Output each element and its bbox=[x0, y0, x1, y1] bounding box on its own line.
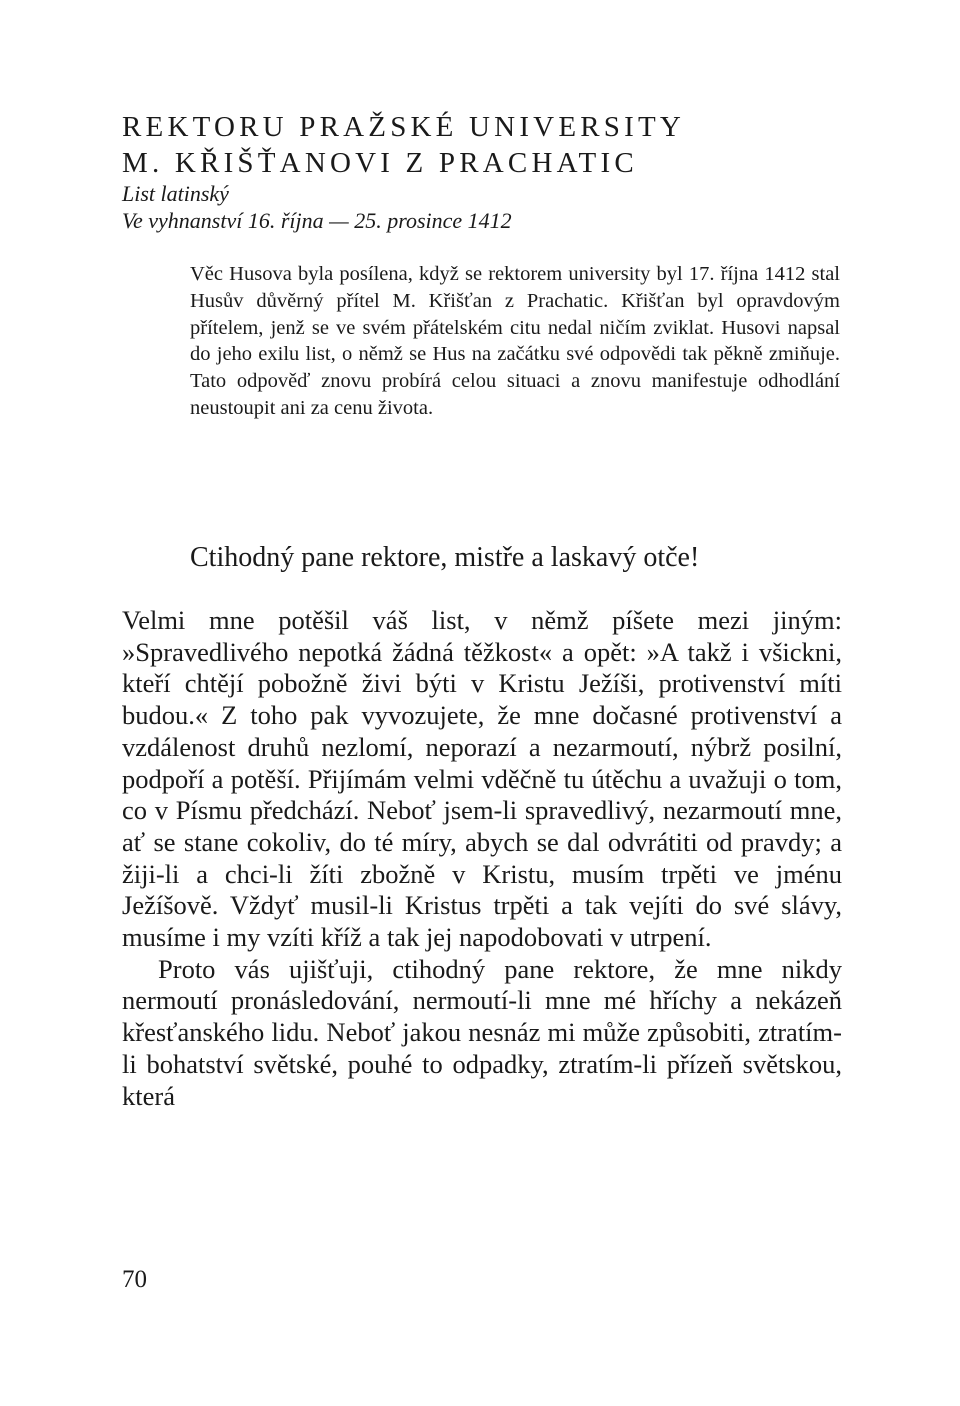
letter-type: List latinský bbox=[122, 181, 229, 206]
intro-paragraph: Věc Husova byla posílena, když se rektorem university byl 17. října 1412 stal Husův důvěrný přítel M. Křišťan z Prachatic. Křišťan byl opravdovým přítelem, jenž se ve svém přátelském citu nedal ničím zviklat. Husovi napsal do jeho exilu list, o němž se Hus na začátku své odpovědi tak pěkně zmiňuje. Tato odpověď znovu probírá celou situaci a znovu manifestuje odhodlání neustoupit ani za cenu života. bbox=[190, 263, 840, 419]
page-number: 70 bbox=[122, 1266, 147, 1293]
salutation: Ctihodný pane rektore, mistře a laskavý otče! bbox=[190, 542, 700, 573]
letter-date-place: Ve vyhnanství 16. října — 25. prosince 1412 bbox=[122, 208, 512, 233]
intro-note bbox=[190, 261, 840, 422]
heading-line-2: M. KŘIŠŤANOVI Z PRACHATIC bbox=[122, 147, 638, 179]
body-paragraph-2: Proto vás ujišťuji, ctihodný pane rektore, že mne nikdy nermoutí pronásledování, nermoutí-li mne mé hříchy a nekázeň křesťanského lidu. Neboť jakou nesnáz mi může způsobiti, ztratím-li bohatství světské, pouhé to odpadky, ztratím-li přízeň světskou, která bbox=[122, 953, 842, 1111]
heading-line-1: REKTORU PRAŽSKÉ UNIVERSITY bbox=[122, 111, 686, 143]
body-paragraph-1: Velmi mne potěšil váš list, v němž píšete mezi jiným: »Spravedlivého nepotká žádná těžkost« a opět: »A takž i všickni, kteří chtějí pobožně živi býti v Kristu Ježíši, protivenství míti budou.« Z toho pak vyvozujete, že mne dočasné protivenství a vzdálenost druhů nezlomí, neporazí a nezarmoutí, nýbrž posilní, podpoří a potěší. Přijímám velmi vděčně tu útěchu a uvažuji o tom, co v Písmu předchází. Neboť jsem-li spravedlivý, nezarmoutí mne, ať se stane cokoliv, do té míry, abych se dal odvrátiti od pravdy; a žiji-li a chci-li žíti zbožně v Kristu, musím trpěti ve jménu Ježíšově. Vždyť musil-li Kristus trpěti a tak vejíti do své slávy, musíme i my vzíti kříž a tak jej napodobovati v utrpení. bbox=[122, 605, 842, 953]
letter-body bbox=[122, 605, 842, 1112]
